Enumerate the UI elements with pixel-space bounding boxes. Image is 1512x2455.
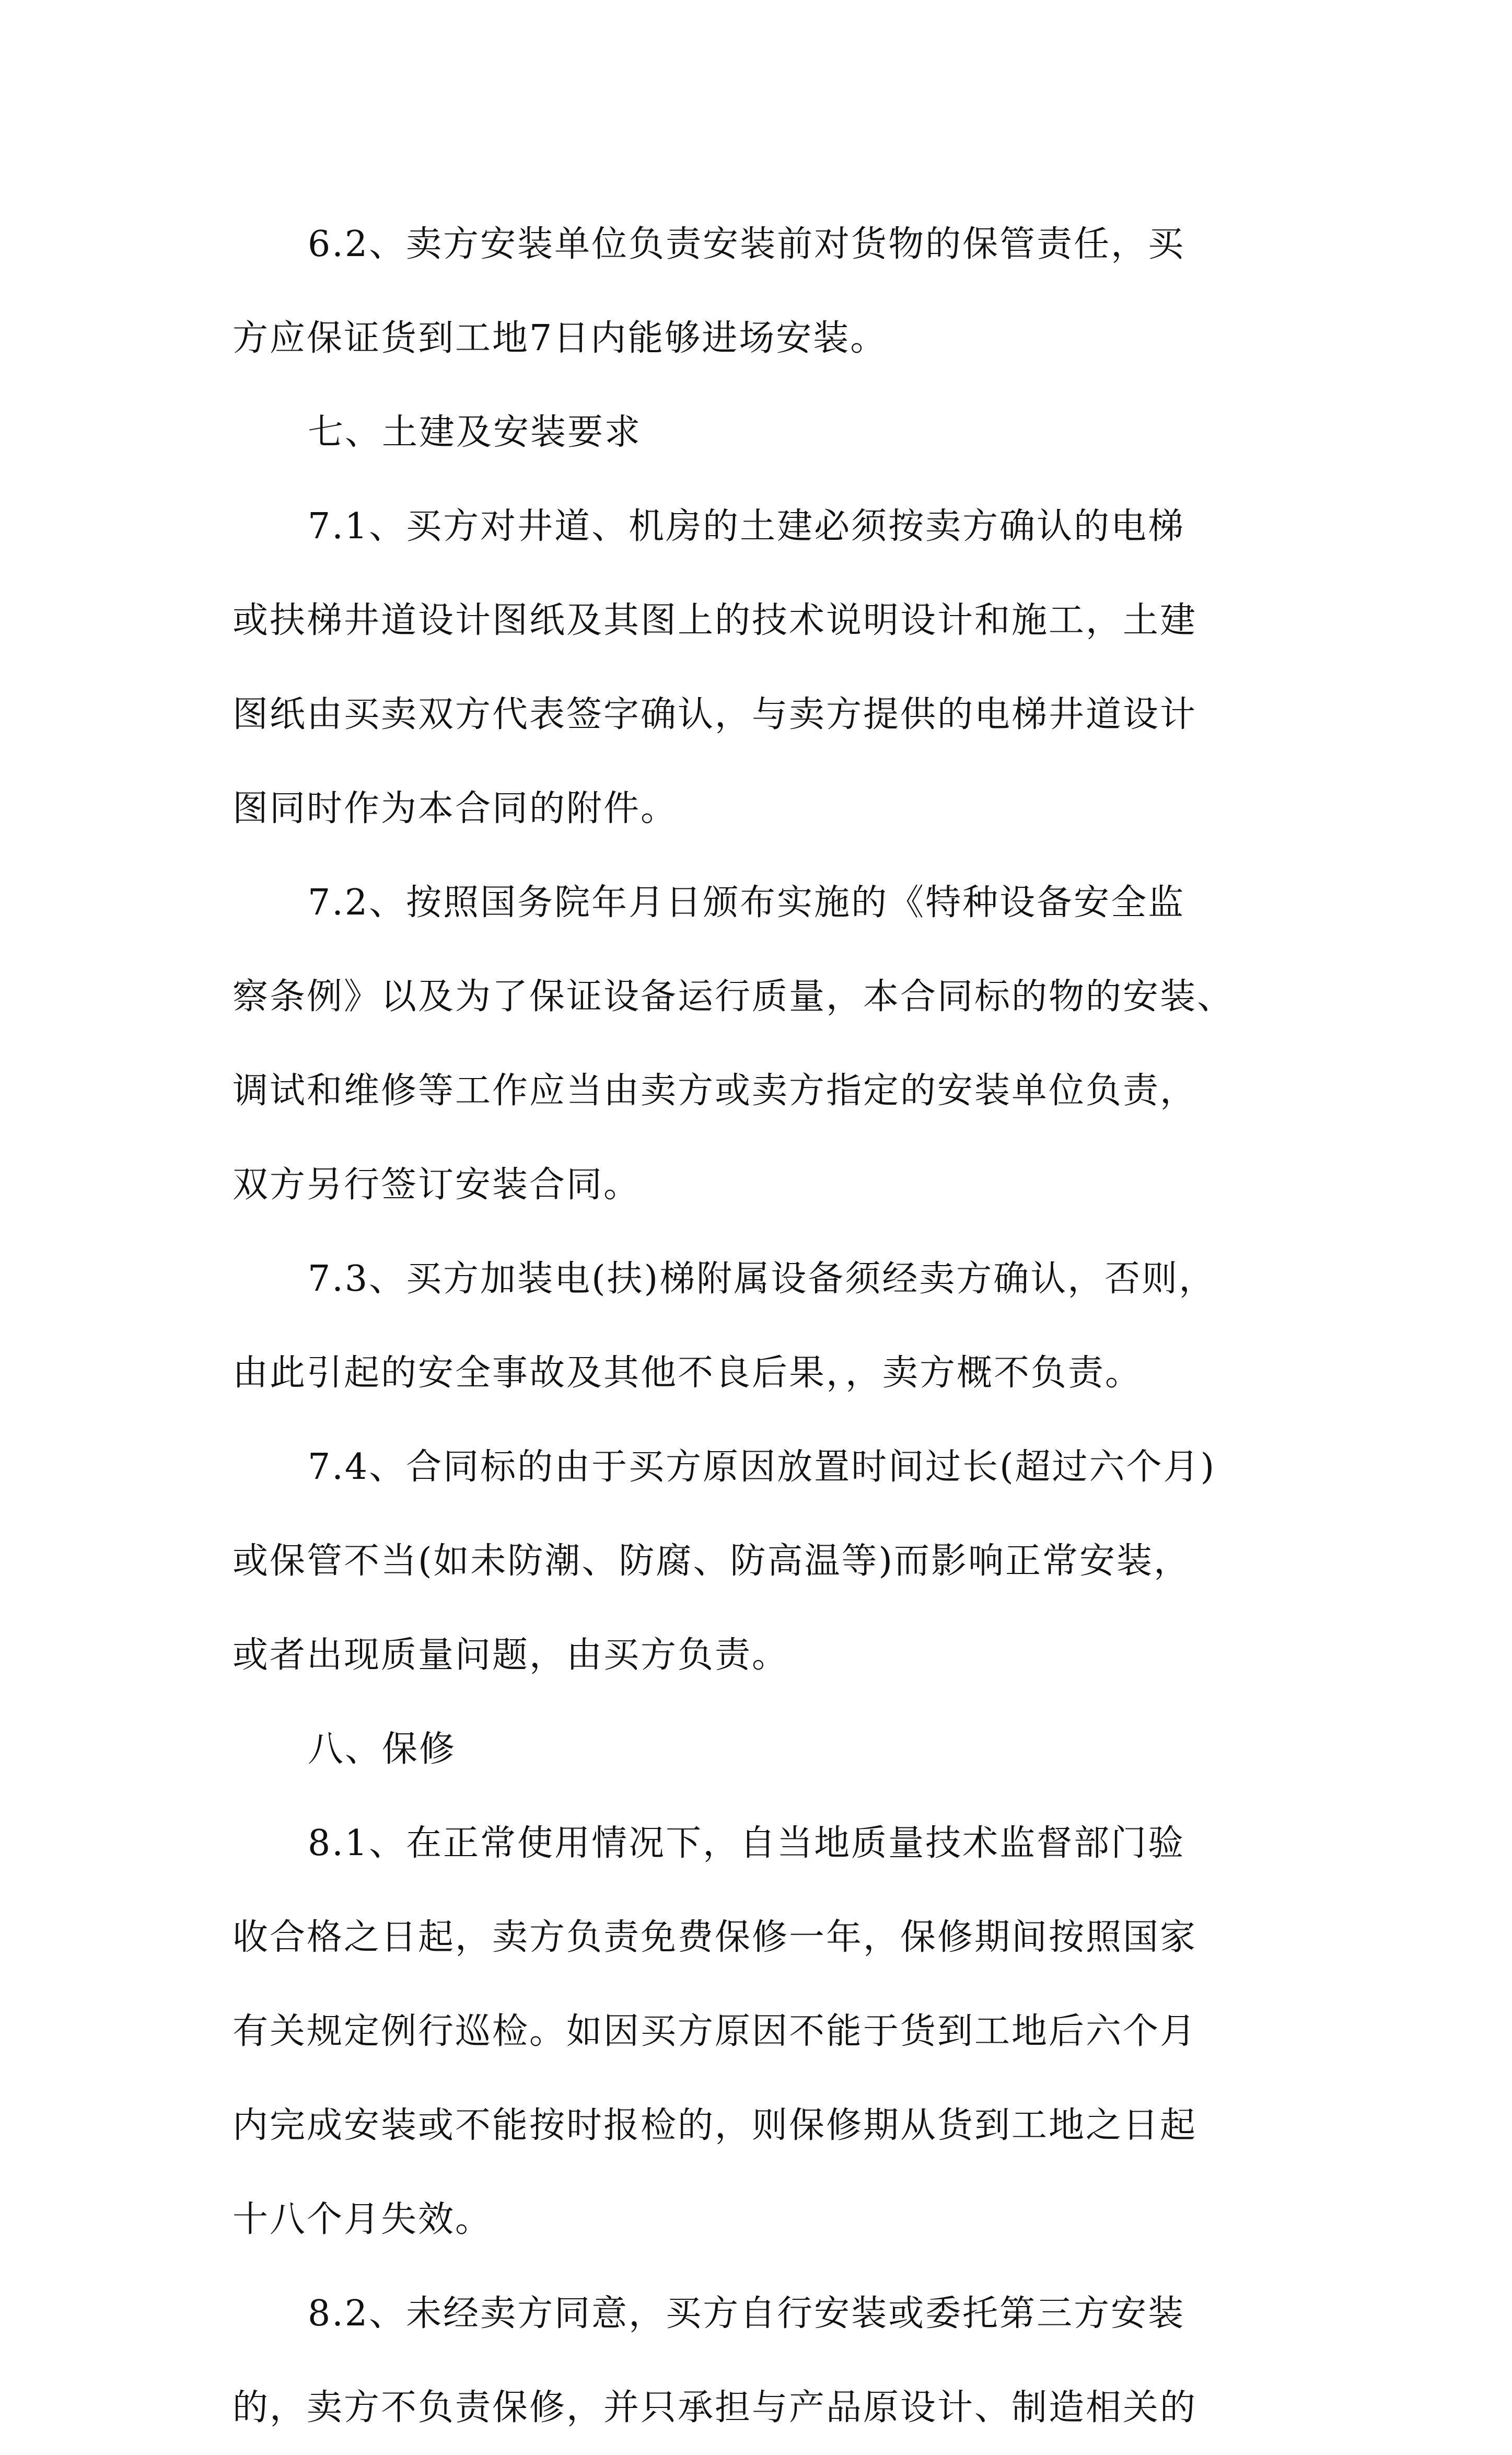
clause-7-4-line-1: 7.4、合同标的由于买方原因放置时间过长(超过六个月) (308, 1446, 1216, 1488)
clause-7-1-line-4: 图同时作为本合同的附件。 (232, 788, 678, 829)
section-7-heading: 七、土建及安装要求 (308, 412, 642, 453)
clause-8-1-line-4: 内完成安装或不能按时报检的，则保修期从货到工地之日起 (232, 2105, 1197, 2146)
clause-8-2-line-2: 的，卖方不负责保修，并只承担与产品原设计、制造相关的 (232, 2387, 1197, 2428)
clause-6-2-line-2: 方应保证货到工地7日内能够进场安装。 (232, 318, 888, 359)
clause-7-3-line-2: 由此引起的安全事故及其他不良后果，，卖方概不负责。 (232, 1352, 1143, 1394)
clause-7-2-line-1: 7.2、按照国务院年月日颁布实施的《特种设备安全监 (308, 882, 1185, 923)
clause-7-3-line-1: 7.3、买方加装电(扶)梯附属设备须经卖方确认，否则， (308, 1258, 1216, 1300)
section-8-heading: 八、保修 (308, 1729, 457, 1770)
clause-8-2-line-1: 8.2、未经卖方同意，买方自行安装或委托第三方安装 (308, 2293, 1185, 2334)
clause-7-4-line-3: 或者出现质量问题，由买方负责。 (232, 1635, 789, 1676)
clause-8-1-line-1: 8.1、在正常使用情况下，自当地质量技术监督部门验 (308, 1823, 1185, 1864)
clause-7-1-line-1: 7.1、买方对井道、机房的土建必须按卖方确认的电梯 (308, 506, 1185, 547)
clause-7-1-line-2: 或扶梯井道设计图纸及其图上的技术说明设计和施工，土建 (232, 600, 1197, 641)
clause-7-1-line-3: 图纸由买卖双方代表签字确认，与卖方提供的电梯井道设计 (232, 694, 1197, 735)
clause-8-1-line-3: 有关规定例行巡检。如因买方原因不能于货到工地后六个月 (232, 2011, 1197, 2052)
document-body (232, 198, 1293, 2455)
clause-6-2-line-1: 6.2、卖方安装单位负责安装前对货物的保管责任，买 (308, 224, 1185, 265)
clause-7-2-line-4: 双方另行签订安装合同。 (232, 1164, 641, 1206)
clause-7-2-line-3: 调试和维修等工作应当由卖方或卖方指定的安装单位负责， (232, 1070, 1197, 1111)
clause-8-1-line-5: 十八个月失效。 (232, 2199, 493, 2240)
clause-8-1-line-2: 收合格之日起，卖方负责免费保修一年，保修期间按照国家 (232, 1917, 1197, 1958)
clause-7-2-line-2: 察条例》以及为了保证设备运行质量，本合同标的物的安装、 (232, 976, 1235, 1017)
clause-7-4-line-2: 或保管不当(如未防潮、防腐、防高温等)而影响正常安装， (232, 1541, 1191, 1582)
